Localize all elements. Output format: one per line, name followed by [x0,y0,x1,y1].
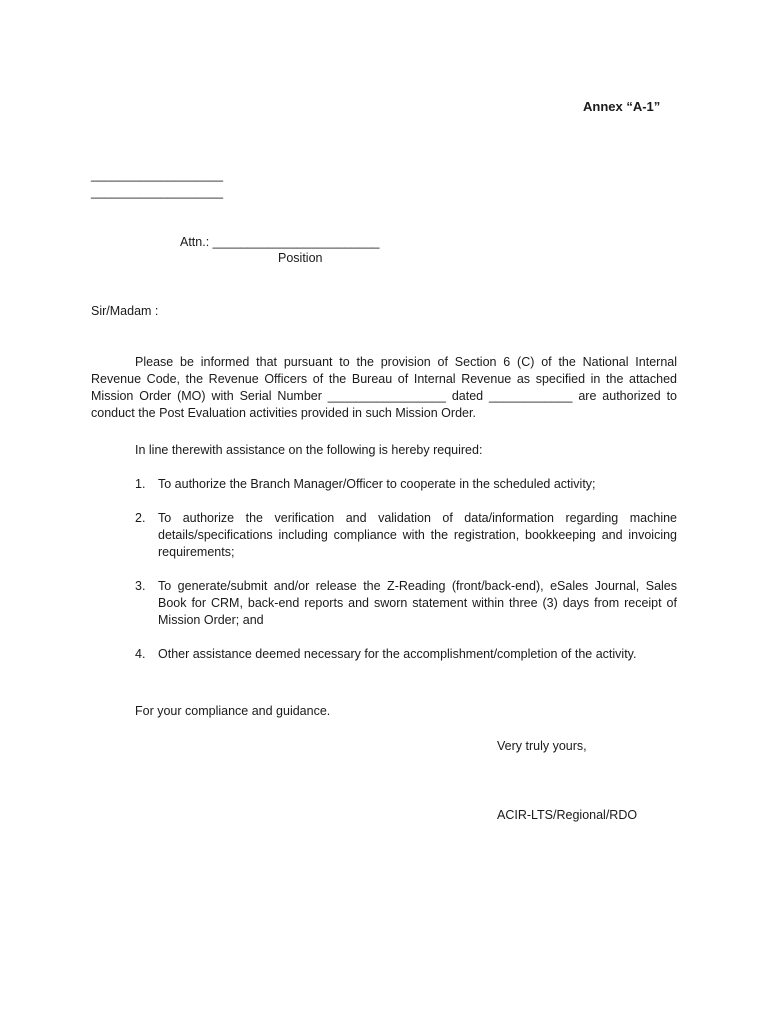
item-number: 4. [135,647,146,661]
body-paragraph: Please be informed that pursuant to the provision of Section 6 (C) of the National Internal Revenue Code, the Revenue Officers of the Bureau of Internal Revenue as specified in the attached Mission Order (MO) with Serial Number _________________ dated ____________ are authorized to conduct the Post Evaluation activities provided in such Mission Order. [91,355,677,420]
salutation: Sir/Madam : [91,304,159,318]
closing-line: For your compliance and guidance. [135,704,331,718]
lead-text: In line therewith assistance on the following is hereby required: [135,443,483,457]
list-item [135,476,677,493]
address-line-1: ___________________ [91,168,224,182]
item-text: To generate/submit and/or release the Z-Reading (front/back-end), eSales Journal, Sales Book for CRM, back-end reports and sworn statement within three (3) days from receipt of Mission Order; and [158,579,677,627]
item-text: To authorize the verification and validation of data/information regarding machine details/specifications including compliance with the registration, bookkeeping and invoicing requirements; [158,511,677,559]
item-number: 3. [135,579,146,593]
item-number: 1. [135,477,146,491]
list-item [135,646,677,663]
item-number: 2. [135,511,146,525]
item-text: Other assistance deemed necessary for the accomplishment/completion of the activity. [158,647,637,661]
list-item [135,510,677,561]
requirements-list [135,476,677,663]
annex-label: Annex “A-1” [583,99,661,114]
list-item [135,578,677,629]
signatory: ACIR-LTS/Regional/RDO [497,808,638,822]
complimentary-close: Very truly yours, [497,739,587,753]
position-label: Position [278,251,323,265]
item-text: To authorize the Branch Manager/Officer to cooperate in the scheduled activity; [158,477,596,491]
address-line-2: ___________________ [91,185,224,199]
attention-line: Attn.: ________________________ [180,235,380,249]
